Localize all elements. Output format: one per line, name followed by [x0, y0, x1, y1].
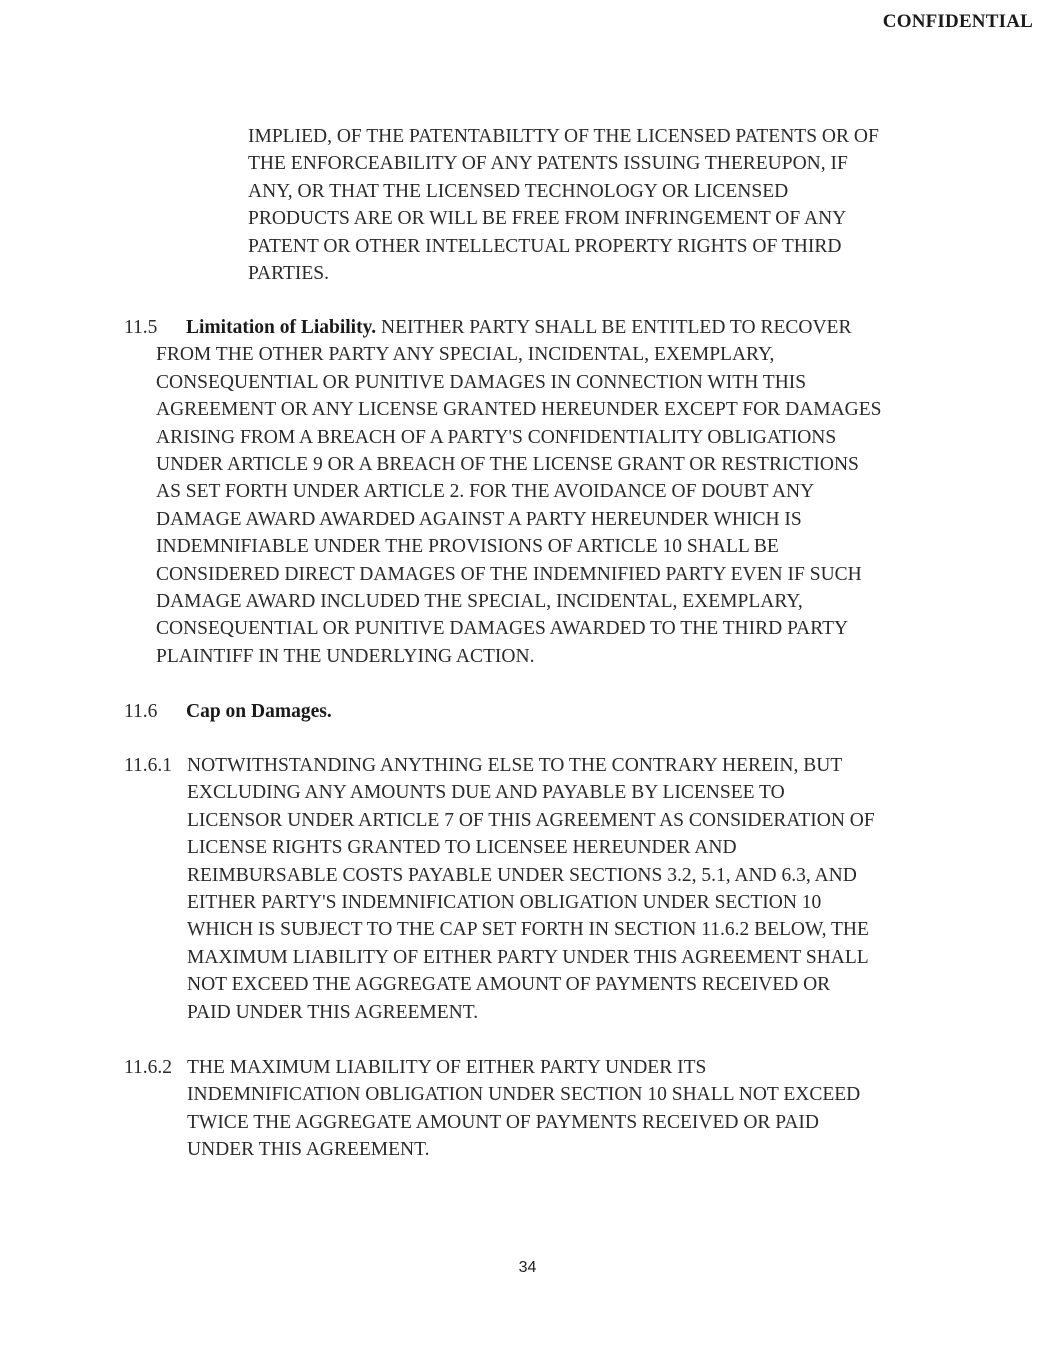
section-heading: Cap on Damages.: [186, 701, 332, 722]
paragraph-line: FROM THE OTHER PARTY ANY SPECIAL, INCIDENTAL, EXEMPLARY,: [156, 344, 775, 366]
section-number: 11.5: [124, 317, 158, 338]
paragraph-line: DAMAGE AWARD INCLUDED THE SPECIAL, INCIDENTAL, EXEMPLARY,: [156, 591, 803, 613]
paragraph-line: ANY, OR THAT THE LICENSED TECHNOLOGY OR LICENSED: [248, 180, 789, 202]
page-number: 34: [518, 1259, 537, 1276]
section-text: THE MAXIMUM LIABILITY OF EITHER PARTY UNDER ITS: [187, 1057, 707, 1078]
paragraph-line: NOT EXCEED THE AGGREGATE AMOUNT OF PAYMENTS RECEIVED OR: [187, 974, 831, 996]
section-number: 11.6.1: [124, 755, 173, 776]
paragraph-line: LICENSOR UNDER ARTICLE 7 OF THIS AGREEMENT AS CONSIDERATION OF: [187, 809, 875, 831]
section-first-line: [124, 1054, 860, 1081]
paragraph-line: ARISING FROM A BREACH OF A PARTY'S CONFIDENTIALITY OBLIGATIONS: [156, 426, 837, 448]
section-11-6-2: [124, 1054, 860, 1164]
paragraph-line: REIMBURSABLE COSTS PAYABLE UNDER SECTIONS 3.2, 5.1, AND 6.3, AND: [187, 864, 857, 886]
section-text: NOTWITHSTANDING ANYTHING ELSE TO THE CONTRARY HEREIN, BUT: [187, 755, 843, 776]
paragraph-line: INDEMNIFICATION OBLIGATION UNDER SECTION 10 SHALL NOT EXCEED: [187, 1084, 861, 1106]
paragraph-line: INDEMNIFIABLE UNDER THE PROVISIONS OF ARTICLE 10 SHALL BE: [156, 536, 779, 558]
section-text: NEITHER PARTY SHALL BE ENTITLED TO RECOVER: [376, 317, 852, 338]
paragraph-line: AS SET FORTH UNDER ARTICLE 2. FOR THE AVOIDANCE OF DOUBT ANY: [156, 481, 815, 503]
paragraph-line: CONSEQUENTIAL OR PUNITIVE DAMAGES IN CONNECTION WITH THIS: [156, 371, 807, 393]
paragraph-line: TWICE THE AGGREGATE AMOUNT OF PAYMENTS RECEIVED OR PAID: [187, 1111, 819, 1133]
section-first-line: [124, 314, 882, 341]
section-number: 11.6: [124, 701, 158, 722]
section-11-6-1: [124, 752, 875, 1026]
section-first-line: [124, 698, 332, 725]
paragraph-line: LICENSE RIGHTS GRANTED TO LICENSEE HEREUNDER AND: [187, 837, 737, 859]
paragraph-line: EITHER PARTY'S INDEMNIFICATION OBLIGATION UNDER SECTION 10: [187, 892, 822, 914]
paragraph-line: MAXIMUM LIABILITY OF EITHER PARTY UNDER THIS AGREEMENT SHALL: [187, 946, 869, 968]
paragraph-line: EXCLUDING ANY AMOUNTS DUE AND PAYABLE BY LICENSEE TO: [187, 782, 785, 804]
paragraph-line: AGREEMENT OR ANY LICENSE GRANTED HEREUNDER EXCEPT FOR DAMAGES: [156, 399, 882, 421]
paragraph-line: CONSEQUENTIAL OR PUNITIVE DAMAGES AWARDED TO THE THIRD PARTY: [156, 618, 849, 640]
paragraph-line: CONSIDERED DIRECT DAMAGES OF THE INDEMNIFIED PARTY EVEN IF SUCH: [156, 563, 862, 585]
paragraph-line: PATENT OR OTHER INTELLECTUAL PROPERTY RIGHTS OF THIRD: [248, 235, 842, 257]
paragraph-line: PAID UNDER THIS AGREEMENT.: [187, 1001, 479, 1023]
paragraph-line: PLAINTIFF IN THE UNDERLYING ACTION.: [156, 645, 535, 667]
paragraph-line: PARTIES.: [248, 263, 330, 285]
confidential-header: CONFIDENTIAL: [882, 11, 1033, 32]
paragraph-line: IMPLIED, OF THE PATENTABILTTY OF THE LICENSED PATENTS OR OF: [248, 126, 879, 147]
section-first-line: [124, 752, 875, 779]
section-heading: Limitation of Liability.: [186, 317, 377, 338]
paragraph-line: UNDER ARTICLE 9 OR A BREACH OF THE LICENSE GRANT OR RESTRICTIONS: [156, 454, 859, 476]
section-11-6: [124, 698, 332, 725]
section-11-5: [124, 314, 882, 670]
paragraph-line: PRODUCTS ARE OR WILL BE FREE FROM INFRINGEMENT OF ANY: [248, 208, 847, 230]
paragraph-line: UNDER THIS AGREEMENT.: [187, 1139, 430, 1161]
continuation-paragraph: [248, 123, 879, 287]
paragraph-line: DAMAGE AWARD AWARDED AGAINST A PARTY HEREUNDER WHICH IS: [156, 508, 802, 530]
paragraph-line: WHICH IS SUBJECT TO THE CAP SET FORTH IN SECTION 11.6.2 BELOW, THE: [187, 919, 869, 941]
section-number: 11.6.2: [124, 1057, 173, 1078]
paragraph-line: THE ENFORCEABILITY OF ANY PATENTS ISSUING THEREUPON, IF: [248, 153, 848, 175]
